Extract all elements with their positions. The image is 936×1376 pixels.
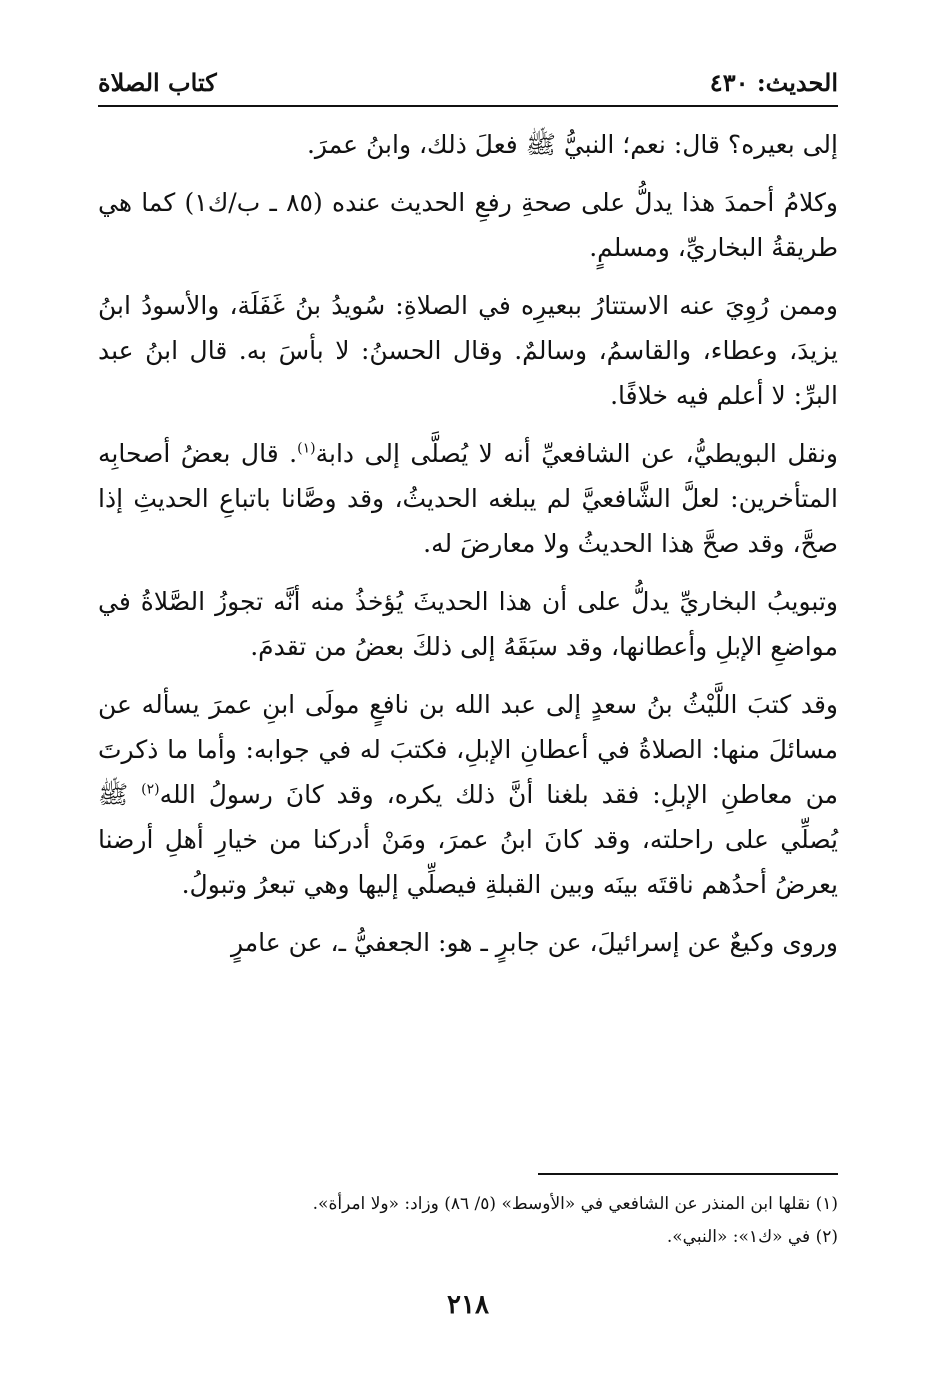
paragraph-6: وقد كتبَ اللَّيْثُ بنُ سعدٍ إلى عبد الله بن نافعٍ مولَى ابنِ عمرَ يسأله عن مسائلَ منها: الصلاةُ في أعطانِ الإبلِ، فكتبَ له في جوابه: وأما ما ذكرتَ من معاطنِ الإبلِ: فقد بلغنا أنَّ ذلك يكره، وقد كانَ رسولُ الله$^{(٢)}$ ﷺ يُصلِّي على راحلته، وقد كانَ ابنُ عمرَ، ومَنْ أدركنا من خيارِ أهلِ أرضنا يعرضُ أحدُهم ناقتَه بينَه وبين القبلةِ فيصلِّي إليها وهي تبعرُ وتبولُ. (98, 690, 838, 899)
header-rule (98, 105, 838, 107)
paragraph-3: وممن رُوِيَ عنه الاستتارُ ببعيرِه في الصلاةِ: سُويدُ بنُ غَفَلَة، والأسودُ ابنُ يزيدَ، وعطاء، والقاسمُ، وسالمٌ. وقال الحسنُ: لا بأسَ به. قال ابنُ عبد البرِّ: لا أعلم فيه خلافًا. (98, 291, 838, 410)
footnote-ref-1: (١) (297, 440, 316, 457)
footnote-1: (١) نقلها ابن المنذر عن الشافعي في «الأوسط» (٥/ ٨٦) وزاد: «ولا امرأة». (312, 1194, 838, 1214)
page-number: ٢١٨ (447, 1290, 489, 1320)
footnote-ref-2: (٢) (141, 781, 160, 798)
paragraph-1: إلى بعيره؟ قال: نعم؛ النبيُّ ﷺ فعلَ ذلك، وابنُ عمرَ. (306, 130, 838, 159)
footnotes (98, 1188, 838, 1254)
header-hadith-number: الحديث: ٤٣٠ (709, 68, 838, 97)
footnote-2: (٢) في «ك١»: «النبي». (666, 1227, 838, 1247)
footnote-rule (538, 1173, 838, 1175)
paragraph-4: ونقل البويطيُّ، عن الشافعيِّ أنه لا يُصلَّى إلى دابة$^{(١)}$. قال بعضُ أصحابِه المتأخرين: لعلَّ الشَّافعيَّ لم يبلغه الحديثُ، وقد وصَّانا باتباعِ الحديثِ إذا صحَّ، وقد صحَّ هذا الحديثُ ولا معارضَ له. (98, 439, 838, 558)
paragraph-5: وتبويبُ البخاريِّ يدلُّ على أن هذا الحديثَ يُؤخذُ منه أنَّه تجوزُ الصَّلاةُ في مواضعِ الإبلِ وأعطانها، وقد سبَقَهُ إلى ذلكَ بعضُ من تقدمَ. (98, 587, 838, 661)
paragraph-2: وكلامُ أحمدَ هذا يدلُّ على صحةِ رفعِ الحديث عنده (٨٥ ـ ب/ك١) كما هي طريقةُ البخاريِّ، ومسلمٍ. (98, 188, 839, 262)
running-header (98, 62, 838, 104)
header-book-title: كتاب الصلاة (98, 68, 217, 97)
main-text (98, 122, 838, 978)
paragraph-7: وروى وكيعٌ عن إسرائيلَ، عن جابرٍ ـ هو: الجعفيُّ ـ، عن عامرٍ (230, 928, 838, 957)
